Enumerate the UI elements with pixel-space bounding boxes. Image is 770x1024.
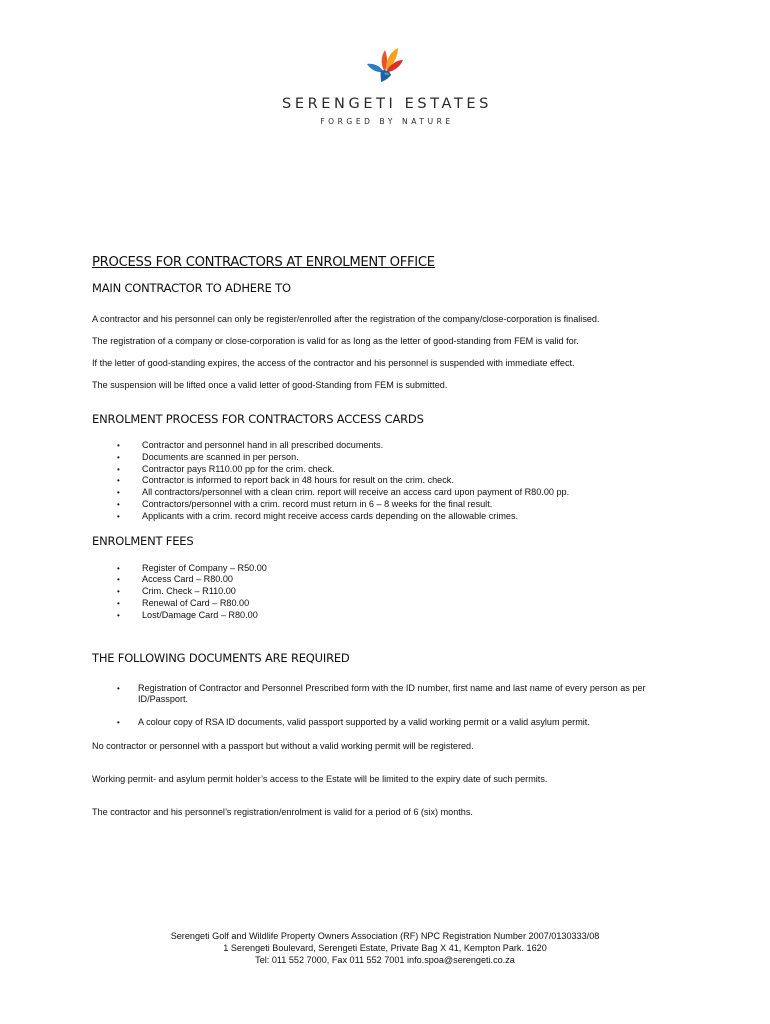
footer-registration: Serengeti Golf and Wildlife Property Owners Association (RF) NPC Registration Number 2007/0130333/08 [170,931,600,941]
paragraph: The registration of a company or close-corporation is valid for as long as the letter of good-standing from FEM is valid for. [92,336,579,346]
letterhead-logo [0,42,770,126]
list-item: • Renewal of Card – R80.00 [117,597,250,608]
footer [0,931,770,966]
documents-required-list [92,683,692,729]
list-item: • Contractors/personnel with a crim. record must return in 6 – 8 weeks for the final result. [117,498,493,509]
paragraph: Working permit- and asylum permit holder’s access to the Estate will be limited to the expiry date of such permits. [92,773,548,784]
list-item: • A colour copy of RSA ID documents, valid passport supported by a valid working permit or a valid asylum permit. [117,717,590,728]
enrolment-process-heading: ENROLMENT PROCESS FOR CONTRACTORS ACCESS CARDS [92,412,424,426]
footer-address: 1 Serengeti Boulevard, Serengeti Estate, Private Bag X 41, Kempton Park. 1620 [223,942,547,953]
bird-icon [363,42,407,86]
footer-contact: Tel: 011 552 7000, Fax 011 552 7001 info.spoa@serengeti.co.za [255,954,515,965]
list-item: • Contractor is informed to report back in 48 hours for result on the crim. check. [117,475,454,486]
paragraph: A contractor and his personnel can only be register/enrolled after the registration of the company/close-corporation is finalised. [92,314,600,324]
list-item: • Applicants with a crim. record might receive access cards depending on the allowable crimes. [117,510,519,521]
list-item: • Crim. Check – R110.00 [117,586,236,597]
main-contractor-heading: MAIN CONTRACTOR TO ADHERE TO [92,281,291,295]
list-item: • Register of Company – R50.00 [117,562,267,573]
paragraph: The contractor and his personnel’s registration/enrolment is valid for a period of 6 (six) months. [92,806,473,817]
paragraph: If the letter of good-standing expires, the access of the contractor and his personnel is suspended with immediate effect. [92,358,575,368]
brand-name: SERENGETI ESTATES [282,96,492,112]
brand-tagline: FORGED BY NATURE [320,117,454,126]
page-title: PROCESS FOR CONTRACTORS AT ENROLMENT OFFICE [92,255,435,270]
paragraph: No contractor or personnel with a passport but without a valid working permit will be registered. [92,740,474,751]
list-item: • Documents are scanned in per person. [117,451,299,462]
list-item: • Lost/Damage Card – R80.00 [117,609,258,620]
documents-required-heading: THE FOLLOWING DOCUMENTS ARE REQUIRED [92,650,350,665]
list-item: • Registration of Contractor and Personnel Prescribed form with the ID number, first name and last name of every person as per ID/Passport. [117,682,646,705]
enrolment-fees-list [92,563,692,622]
list-item: • Contractor pays R110.00 pp for the crim. check. [117,463,335,474]
enrolment-process-list [92,440,692,523]
enrolment-fees-heading: ENROLMENT FEES [92,533,194,548]
paragraph: The suspension will be lifted once a valid letter of good-Standing from FEM is submitted. [92,380,448,390]
list-item: • All contractors/personnel with a clean crim. report will receive an access card upon payment of R80.00 pp. [117,487,570,498]
list-item: • Access Card – R80.00 [117,574,233,585]
list-item: • Contractor and personnel hand in all prescribed documents. [117,440,384,450]
document-body [92,255,692,818]
